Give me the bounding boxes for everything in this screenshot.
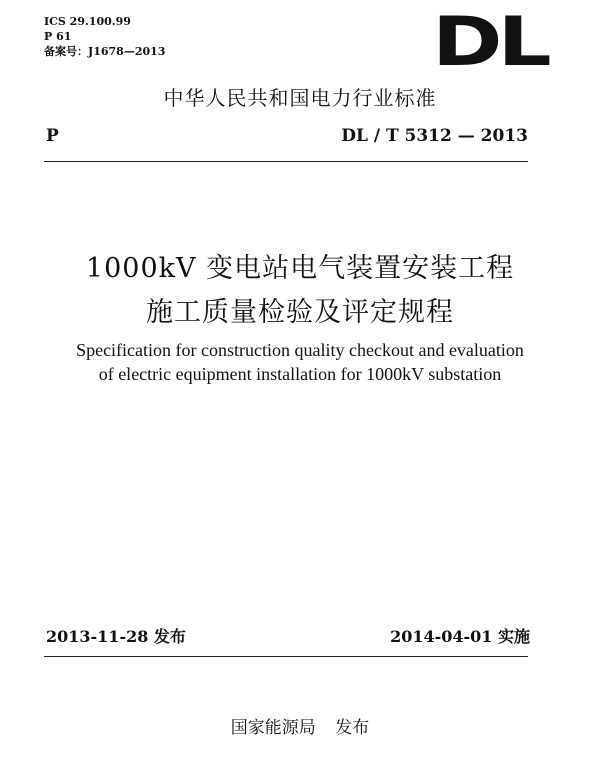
- publisher: 国家能源局 发布: [230, 718, 370, 738]
- standard-number: DL / T 5312 — 2013: [341, 126, 528, 146]
- issue-date: 2013-11-28 发布: [46, 627, 186, 646]
- ics-code: ICS 29.100.99: [44, 15, 131, 28]
- category-code: P 61: [44, 30, 72, 43]
- chinese-title-line-2: 施工质量检验及评定规程: [146, 297, 454, 328]
- top-divider: [44, 161, 528, 162]
- bottom-divider: [44, 656, 528, 657]
- classification-letter: P: [46, 126, 59, 146]
- filing-number: 备案号：J1678—2013: [44, 45, 166, 58]
- metadata-block: [44, 14, 165, 59]
- standard-classification: 中华人民共和国电力行业标准: [163, 86, 437, 110]
- english-title-line-2: of electric equipment installation for 1000kV substation: [98, 364, 502, 384]
- dl-logo: DL: [432, 3, 547, 82]
- english-title-line-1: Specification for construction quality checkout and evaluation: [76, 340, 524, 360]
- chinese-title-line-1: 1000kV 变电站电气装置安装工程: [85, 253, 515, 284]
- implementation-date: 2014-04-01 实施: [390, 627, 530, 646]
